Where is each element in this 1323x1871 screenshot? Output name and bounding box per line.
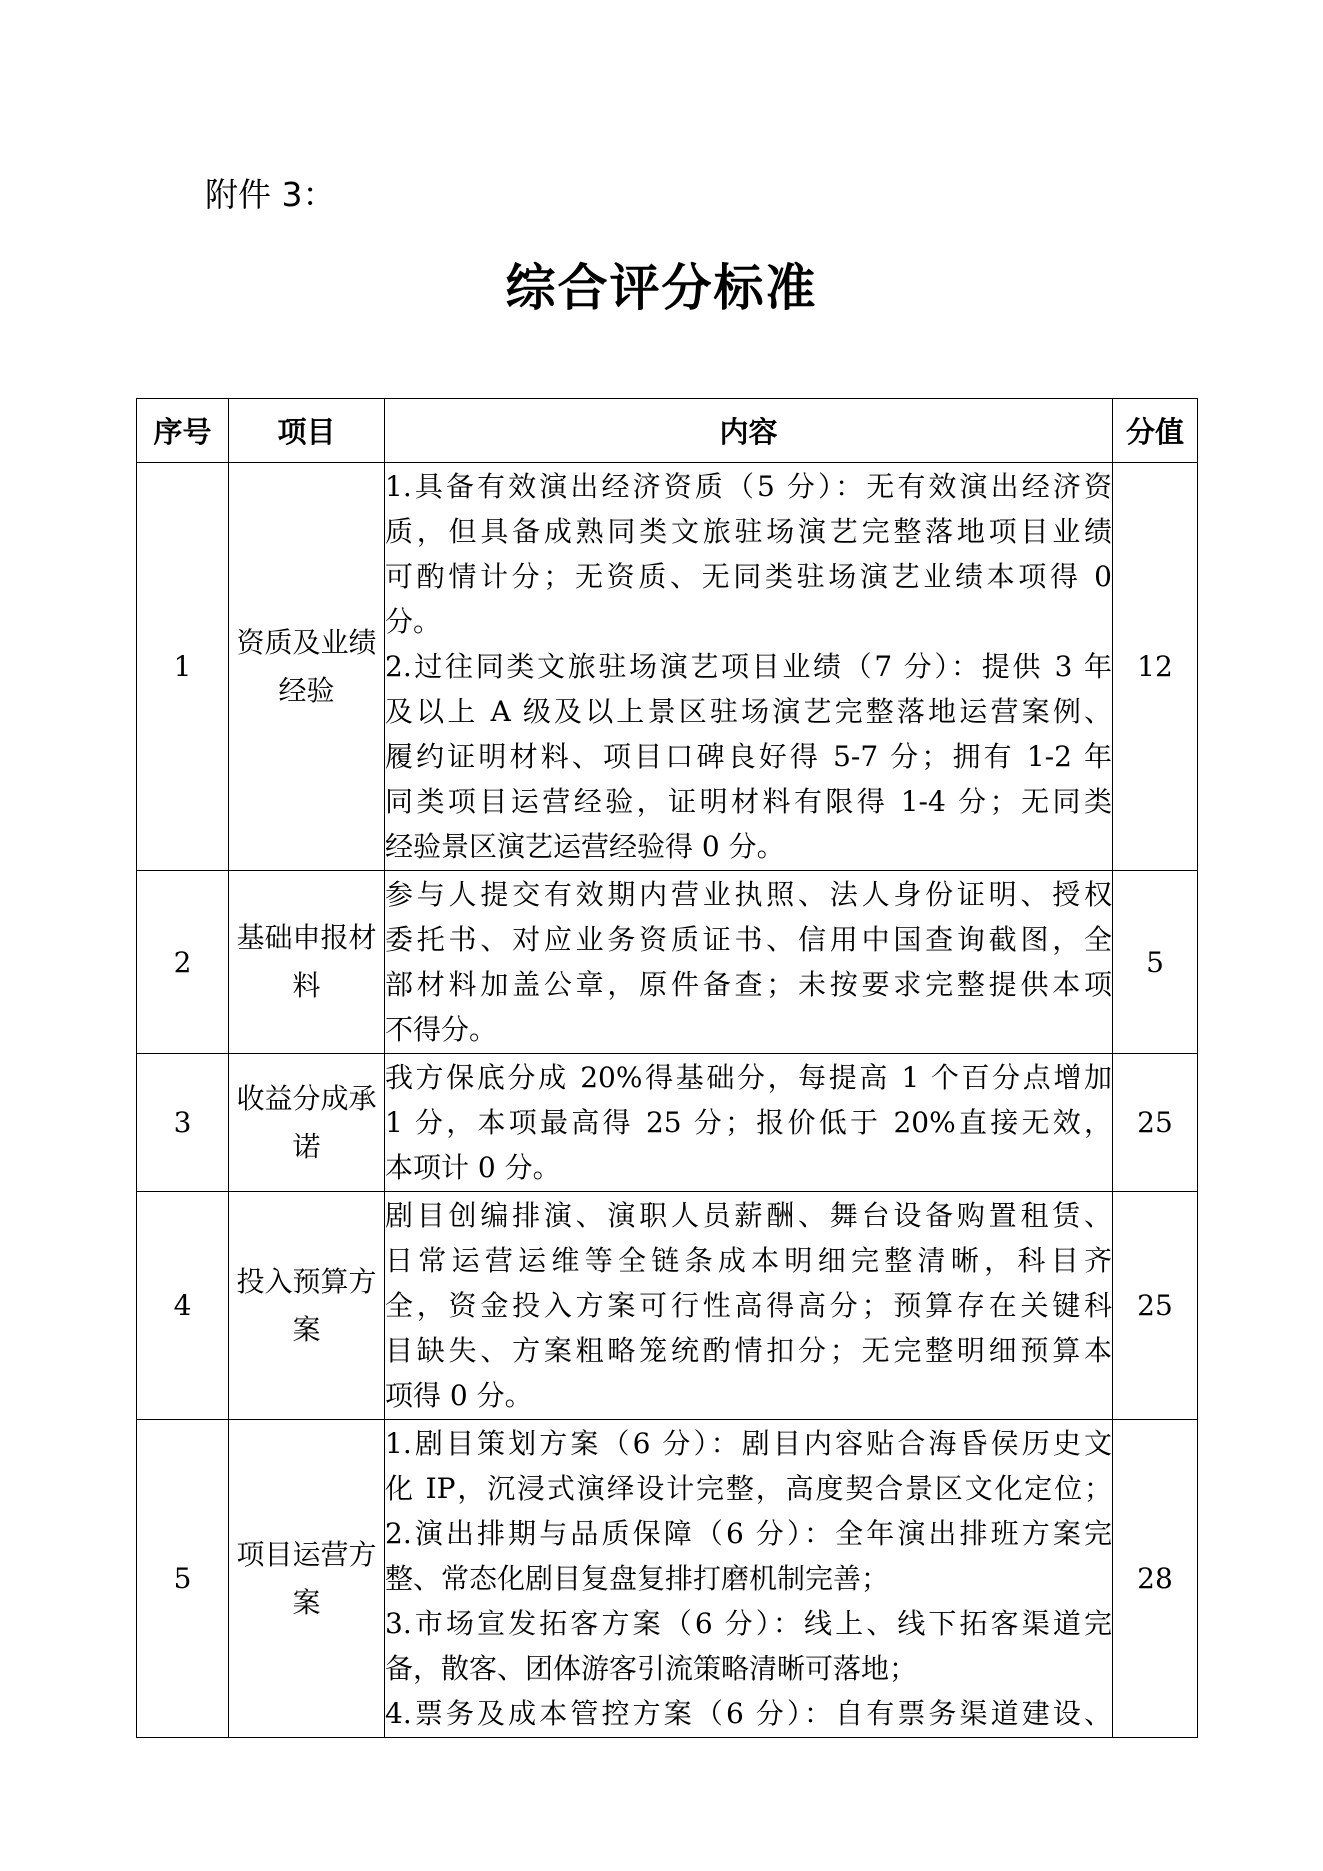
row-score: 5	[1113, 871, 1198, 1054]
content-line: 4.票务及成本管控方案（6 分）：自有票务渠道建设、	[385, 1697, 1112, 1730]
row-score: 12	[1113, 463, 1198, 871]
table-row	[137, 1420, 1198, 1738]
content-line: 1.具备有效演出经济资质（5 分）：无有效演出经济资	[385, 470, 1112, 503]
content-line: 参与人提交有效期内营业执照、法人身份证明、授权	[385, 878, 1112, 911]
content-line: 化 IP，沉浸式演绎设计完整，高度契合景区文化定位；	[385, 1472, 1112, 1505]
content-line: 2.演出排期与品质保障（6 分）：全年演出排班方案完	[385, 1517, 1112, 1550]
row-no: 4	[137, 1192, 229, 1420]
content-line: 1.剧目策划方案（6 分）：剧目内容贴合海昏侯历史文	[385, 1427, 1112, 1460]
header-score: 分值	[1113, 399, 1198, 463]
row-score: 25	[1113, 1192, 1198, 1420]
content-line: 分。	[385, 605, 442, 638]
content-line: 委托书、对应业务资质证书、信用中国查询截图，全	[385, 923, 1112, 956]
content-line: 项得 0 分。	[385, 1379, 533, 1412]
row-content	[385, 871, 1113, 1054]
table-row	[137, 871, 1198, 1054]
row-content	[385, 1420, 1113, 1738]
row-no: 3	[137, 1054, 229, 1192]
content-line: 我方保底分成 20%得基础分，每提高 1 个百分点增加	[385, 1061, 1112, 1094]
row-item-text: 收益分成承诺	[236, 1081, 377, 1163]
content-line: 备，散客、团体游客引流策略清晰可落地；	[385, 1652, 918, 1685]
content-line: 可酌情计分；无资质、无同类驻场演艺业绩本项得 0	[385, 560, 1112, 593]
table-header-row	[137, 399, 1198, 463]
row-item-text: 投入预算方案	[236, 1264, 377, 1346]
content-line: 全，资金投入方案可行性高得高分；预算存在关键科	[385, 1289, 1112, 1322]
content-line: 及以上 A 级及以上景区驻场演艺完整落地运营案例、	[385, 695, 1112, 728]
row-item	[229, 463, 385, 871]
table-row	[137, 463, 1198, 871]
content-line: 履约证明材料、项目口碑良好得 5-7 分；拥有 1-2 年	[385, 740, 1112, 773]
row-score: 28	[1113, 1420, 1198, 1738]
attachment-label: 附件 3：	[205, 175, 336, 214]
content-line: 同类项目运营经验，证明材料有限得 1-4 分；无同类	[385, 785, 1112, 818]
table-row	[137, 1054, 1198, 1192]
content-line: 剧目创编排演、演职人员薪酬、舞台设备购置租赁、	[385, 1199, 1112, 1232]
table-row	[137, 1192, 1198, 1420]
content-line: 质，但具备成熟同类文旅驻场演艺完整落地项目业绩	[385, 515, 1112, 548]
row-item-text: 资质及业绩经验	[236, 625, 377, 707]
content-line: 不得分。	[385, 1013, 498, 1046]
row-no: 5	[137, 1420, 229, 1738]
header-item: 项目	[229, 399, 385, 463]
content-line: 2.过往同类文旅驻场演艺项目业绩（7 分）：提供 3 年	[385, 650, 1112, 683]
row-no: 1	[137, 463, 229, 871]
header-no: 序号	[137, 399, 229, 463]
row-item	[229, 1192, 385, 1420]
row-content	[385, 1054, 1113, 1192]
row-content	[385, 1192, 1113, 1420]
content-line: 3.市场宣发拓客方案（6 分）：线上、线下拓客渠道完	[385, 1607, 1112, 1640]
content-line: 整、常态化剧目复盘复排打磨机制完善；	[385, 1562, 890, 1595]
row-content	[385, 463, 1113, 871]
scoring-table	[136, 398, 1198, 1738]
content-line: 本项计 0 分。	[385, 1151, 561, 1184]
content-line: 部材料加盖公章，原件备查；未按要求完整提供本项	[385, 968, 1112, 1001]
row-score: 25	[1113, 1054, 1198, 1192]
document-title: 综合评分标准	[505, 258, 818, 317]
row-item	[229, 1420, 385, 1738]
row-item	[229, 871, 385, 1054]
row-item	[229, 1054, 385, 1192]
header-content: 内容	[385, 399, 1113, 463]
row-no: 2	[137, 871, 229, 1054]
row-item-text: 基础申报材料	[236, 921, 377, 1002]
content-line: 日常运营运维等全链条成本明细完整清晰，科目齐	[385, 1244, 1112, 1277]
row-item-text: 项目运营方案	[236, 1537, 377, 1619]
content-line: 经验景区演艺运营经验得 0 分。	[385, 830, 785, 863]
content-line: 目缺失、方案粗略笼统酌情扣分；无完整明细预算本	[385, 1334, 1112, 1367]
content-line: 1 分，本项最高得 25 分；报价低于 20%直接无效，	[385, 1106, 1112, 1139]
